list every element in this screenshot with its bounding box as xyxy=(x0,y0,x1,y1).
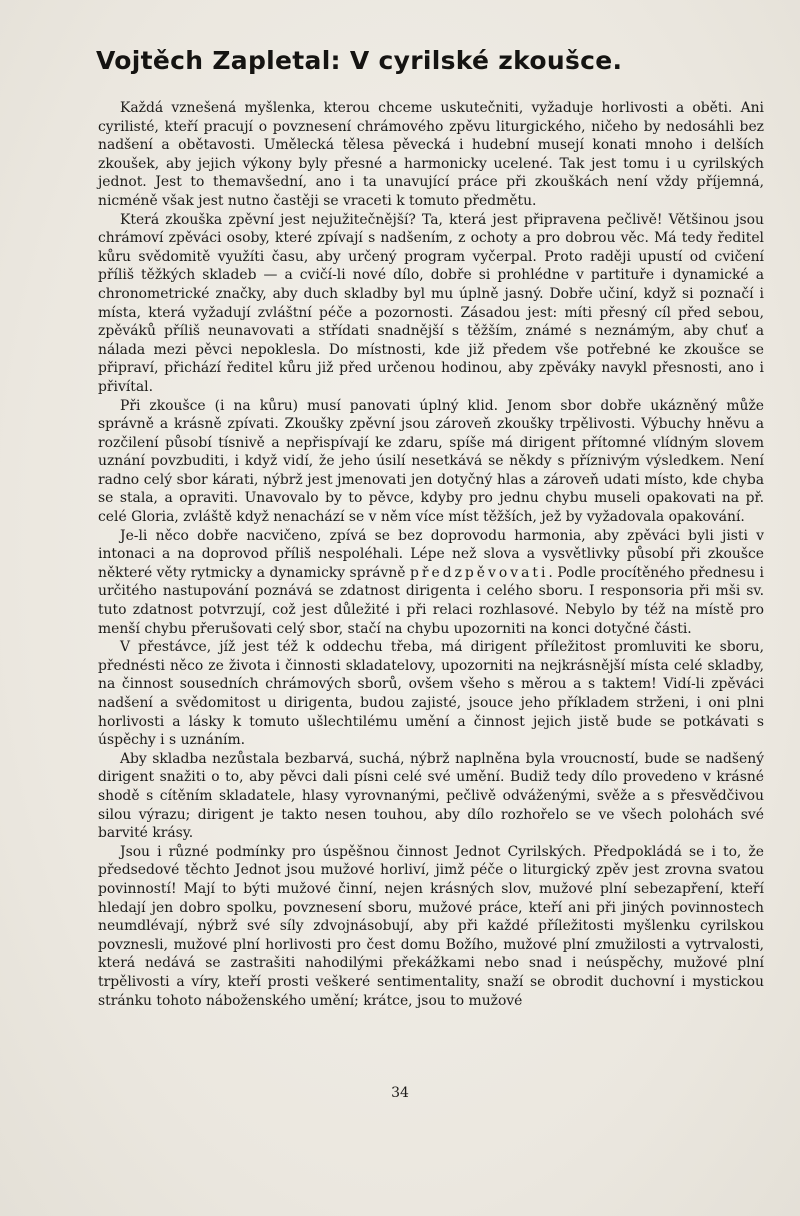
paragraph-3: Při zkoušce (i na kůru) musí panovati úplný klid. Jenom sbor dobře ukázněný může správně a krásně zpívati. Zkoušky zpěvní jsou zároveň zkoušky trpělivosti. Výbuchy hněvu a rozčilení působí tísnivě a nepřispívají ke zdaru, spíše má dirigent přítomné vlídným slovem uznání povzbuditi, i když vidí, že jeho úsilí nesetkává se někdy s příznivým výsledkem. Není radno celý sbor kárati, nýbrž jest jmenovati jen dotyčný hlas a zároveň udati místo, kde chyba se stala, a opraviti. Unavovalo by to pěvce, kdyby pro jednu chybu museli opakovati na př. celé Gloria, zvláště když nenachází se v něm více míst těžších, jež by vyžadovala opakování. xyxy=(98,397,764,526)
article-body xyxy=(98,99,764,1010)
spaced-word: předzpěvovati xyxy=(409,564,549,581)
paragraph-7: Jsou i různé podmínky pro úspěšnou činnost Jednot Cyrilských. Předpokládá se i to, že předsedové těchto Jednot jsou mužové horliví, jimž péče o liturgický zpěv jest zrovna svatou povinností! Mají to býti mužové činní, nejen krásných slov, mužové plní sebezapření, kteří hledají jen dobro spolku, povznesení sboru, mužové práce, kteří ani při jiných povinnostech neumdlévají, nýbrž své síly zdvojnásobují, aby při každé příležitosti myšlenku cyrilskou povznesli, mužové plní horlivosti pro čest domu Božího, mužové plní zmužilosti a vytrvalosti, která nedává se zastrašiti nahodilými překážkami nebo snad i neúspěchy, mužové plní trpělivosti a víry, kteří prosti veškeré sentimentality, snaží se obrodit duchovní i mystickou stránku tohoto náboženského umění; krátce, jsou to mužové xyxy=(98,843,764,1009)
paragraph-6: Aby skladba nezůstala bezbarvá, suchá, nýbrž naplněna byla vroucností, bude se nadšený dirigent snažiti o to, aby pěvci dali písni celé své umění. Budiž tedy dílo provedeno v krásné shodě s cítěním skladatele, hlasy vyrovnanými, pečlivě odváženými, svěže a s přesvědčivou silou výrazu; dirigent je takto nesen touhou, aby dílo rozhořelo se ve všech polohách své barvité krásy. xyxy=(98,750,764,842)
paragraph-4-text-end: . Podle procítěného přednesu i určitého nastupování poznává se zdatnost dirigenta i celého sboru. I responsoria při mši sv. tuto zdatnost potvrzují, což jest důležité i při relaci rozhlasové. Nebylo by též na místě pro menší chybu přerušovati celý sbor, stačí na chybu upozorniti na konci dotyčné části. xyxy=(98,564,764,637)
page-number: 34 xyxy=(391,1085,409,1101)
paragraph-4-text-start: Je-li něco dobře nacvičeno, zpívá se bez doprovodu harmonia, aby zpěváci byli jisti v intonaci a na doprovod příliš nespoléhali. Lépe než slova a vysvětlivky působí při zkoušce některé věty rytmicky a dynamicky správně xyxy=(98,527,764,581)
article-title: Vojtěch Zapletal: V cyrilské zkoušce. xyxy=(96,46,623,75)
paragraph-1: Každá vznešená myšlenka, kterou chceme uskutečniti, vyžaduje horlivosti a oběti. Ani cyrilisté, kteří pracují o povznesení chrámového zpěvu liturgického, ničeho by nedosáhli bez nadšení a obětavosti. Umělecká tělesa pěvecká i hudební musejí konati mnoho i delších zkoušek, aby jejich výkony byly přesné a harmonicky ucelené. Tak jest tomu i u cyrilských jednot. Jest to themavšední, ano i ta unavující práce při zkouškách není vždy příjemná, nicméně však jest nutno častěji se vraceti k tomuto předmětu. xyxy=(98,100,764,209)
paragraph-2: Která zkouška zpěvní jest nejužitečnější? Ta, která jest připravena pečlivě! Většinou jsou chrámoví zpěváci osoby, které zpívají s nadšením, z ochoty a pro dobrou věc. Má tedy ředitel kůru svědomitě využíti času, aby určený program vyčerpal. Proto raději upustí od cvičení příliš těžkých skladeb — a cvičí-li nové dílo, dobře si prohlédne v partituře i dynamické a chronometrické značky, aby duch skladby byl mu úplně jasný. Dobře učiní, když si poznačí i místa, která vyžadují zvláštní péče a pozornosti. Zásadou jest: míti přesný cíl před sebou, zpěváků příliš neunavovati a střídati snadnější s těžším, známé s neznámým, aby chuť a nálada mezi pěvci nepoklesla. Do místnosti, kde již předem vše potřebné ke zkoušce se připraví, přichází ředitel kůru již před určenou hodinou, aby zpěváky navykl přesnosti, ano i přivítal. xyxy=(98,211,764,395)
paragraph-5: V přestávce, jíž jest též k oddechu třeba, má dirigent příležitost promluviti ke sboru, přednésti něco ze života i činnosti skladatelovy, upozorniti na nejkrásnější místa celé skladby, na činnost sousedních chrámových sborů, ovšem všeho s měrou a s taktem! Vidí-li zpěváci nadšení a svědomitost u dirigenta, budou zajisté, jsouce jeho příkladem strženi, i oni plni horlivosti a lásky k tomuto ušlechtilému umění a činnost jejich jistě bude se potkávati s úspěchy i s uznáním. xyxy=(98,639,764,749)
paragraph-4 xyxy=(98,527,764,639)
